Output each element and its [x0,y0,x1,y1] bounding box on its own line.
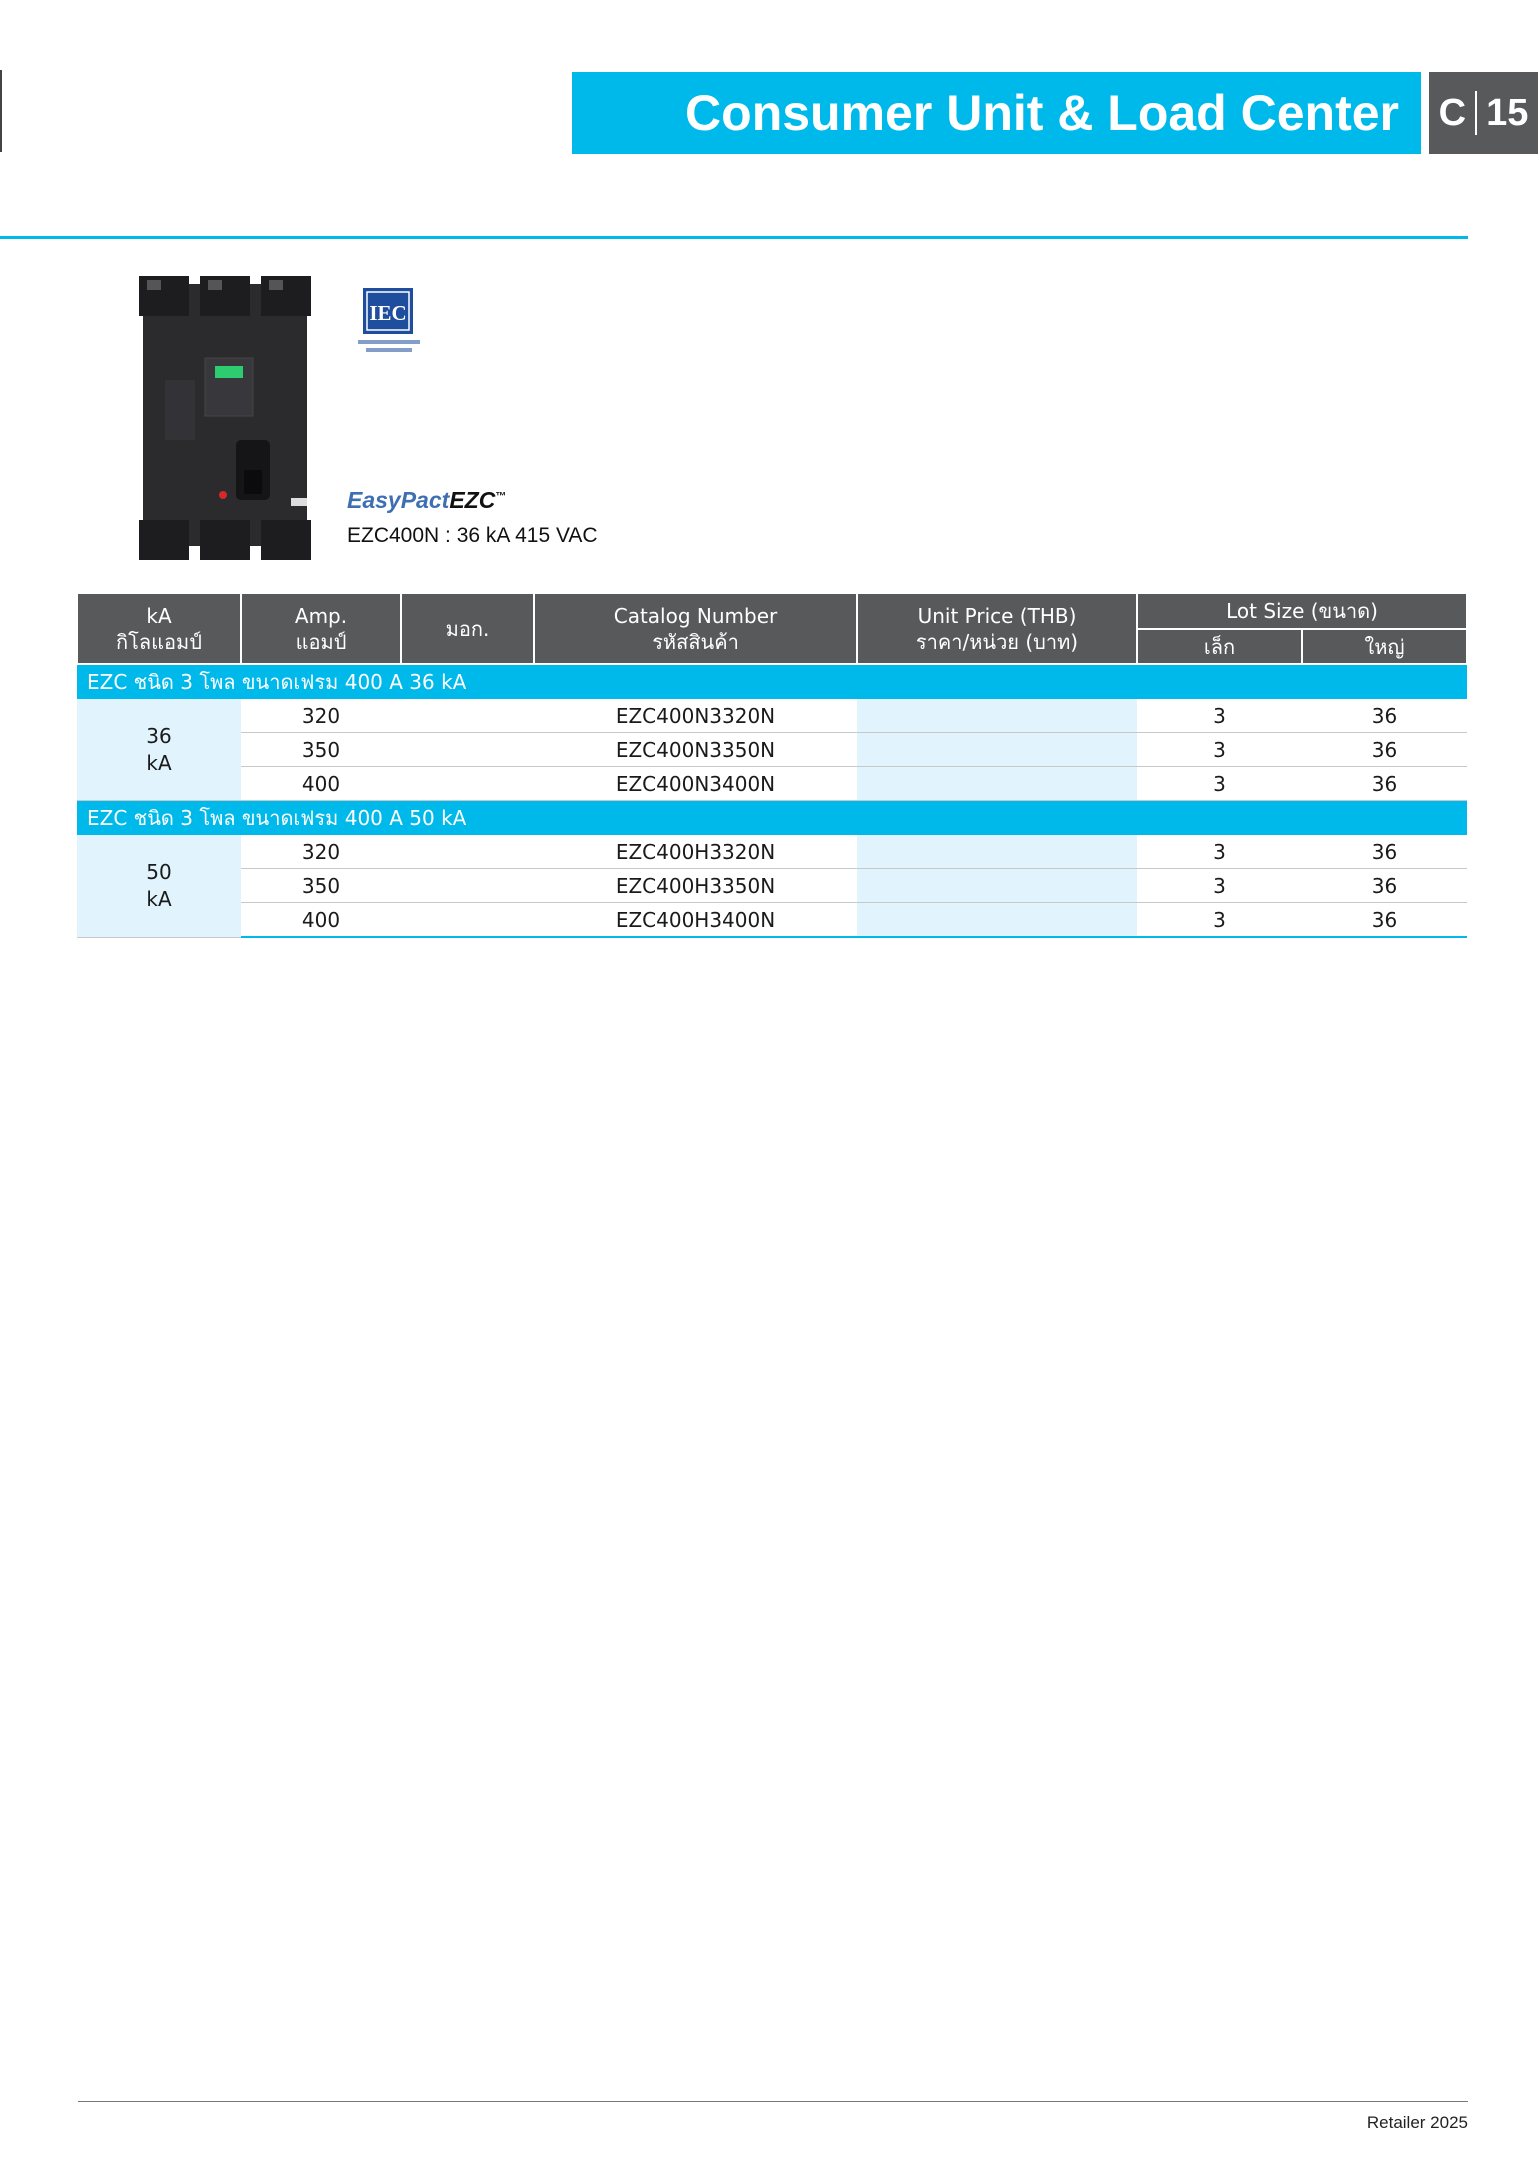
circuit-breaker-product-image [135,270,315,566]
product-spec: EZC400N : 36 kA 415 VAC [347,524,598,547]
page-edge-mark [0,70,2,152]
header-ka: kA กิโลแอมป์ [77,593,241,664]
amp-value: 320 [241,699,401,733]
amp-value: 350 [241,869,401,903]
lot-small: 3 [1137,869,1302,903]
unit-price [857,767,1137,801]
catalog-number: EZC400N3350N [534,733,857,767]
tis-value [401,767,534,801]
catalog-number: EZC400H3400N [534,903,857,938]
amp-value: 400 [241,767,401,801]
rating-cell-36ka: 36 kA [77,699,241,801]
unit-price [857,733,1137,767]
brand-name-part2: EZC [449,487,496,513]
brand-name-part1: EasyPact [347,487,450,513]
lot-small: 3 [1137,699,1302,733]
tis-value [401,869,534,903]
amp-value: 350 [241,733,401,767]
lot-large: 36 [1302,767,1467,801]
header-lot-large: ใหญ่ [1302,629,1467,664]
lot-large: 36 [1302,699,1467,733]
amp-value: 400 [241,903,401,938]
iec-logo-text: IEC [369,301,407,325]
tis-value [401,903,534,938]
page-number: 15 [1486,91,1529,134]
unit-price [857,835,1137,869]
unit-price [857,869,1137,903]
amp-value: 320 [241,835,401,869]
header-tis: มอก. [401,593,534,664]
header-catalog-number: Catalog Number รหัสสินค้า [534,593,857,664]
section-title-50ka: EZC ชนิด 3 โพล ขนาดเฟรม 400 A 50 kA [77,801,1467,836]
lot-small: 3 [1137,733,1302,767]
lot-small: 3 [1137,767,1302,801]
tis-value [401,699,534,733]
header-lot-small: เล็ก [1137,629,1302,664]
trademark-symbol: ™ [495,490,507,503]
page-title: Consumer Unit & Load Center [572,72,1421,154]
iec-certification-logo [348,286,432,362]
lot-large: 36 [1302,733,1467,767]
header-unit-price: Unit Price (THB) ราคา/หน่วย (บาท) [857,593,1137,664]
footer-text: Retailer 2025 [1366,2113,1468,2132]
rating-cell-50ka: 50 kA [77,835,241,937]
lot-small: 3 [1137,903,1302,938]
catalog-number: EZC400N3400N [534,767,857,801]
footer-divider [78,2101,1468,2102]
catalog-number: EZC400H3320N [534,835,857,869]
lot-small: 3 [1137,835,1302,869]
unit-price [857,903,1137,938]
top-divider [0,236,1468,239]
header-lot-size: Lot Size (ขนาด) [1137,593,1467,629]
section-page-tab [1429,72,1538,154]
price-table [76,592,1468,938]
section-title-36ka: EZC ชนิด 3 โพล ขนาดเฟรม 400 A 36 kA [77,664,1467,699]
tis-value [401,835,534,869]
unit-price [857,699,1137,733]
header-amp: Amp. แอมป์ [241,593,401,664]
catalog-number: EZC400H3350N [534,869,857,903]
brand-name [347,487,506,514]
catalog-number: EZC400N3320N [534,699,857,733]
tis-value [401,733,534,767]
tab-separator [1475,91,1477,135]
section-letter: C [1438,91,1467,134]
lot-large: 36 [1302,903,1467,938]
lot-large: 36 [1302,869,1467,903]
lot-large: 36 [1302,835,1467,869]
